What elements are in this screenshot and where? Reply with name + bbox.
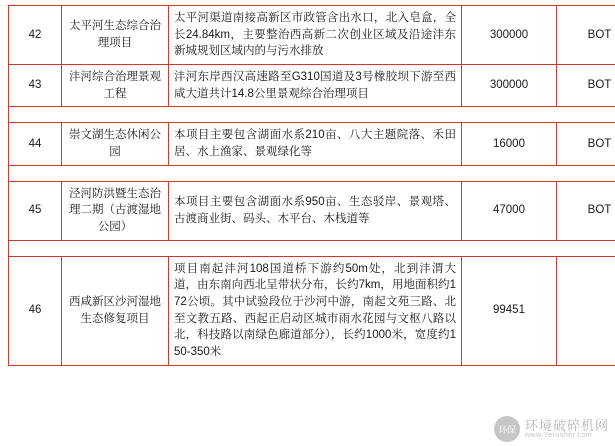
cell-no: 46 <box>9 256 62 365</box>
cell-no: 45 <box>9 181 62 240</box>
cell-project-desc <box>169 65 462 107</box>
cell-project-desc <box>169 6 462 65</box>
cell-amount: 47000 <box>462 181 557 240</box>
cell-project-name: 太平河生态综合治理项目 <box>62 6 169 65</box>
desc-text: 本项目主要包含湖面水系950亩、生态驳岸、景观塔、古渡商业街、码头、木平台、木栈道等 <box>174 194 456 227</box>
spacer-cell <box>9 240 615 256</box>
cell-mode: BOT <box>557 6 615 65</box>
desc-text: 项目南起沣河108国道桥下游约50m处，北到沣渭大道，由东南向西北呈带状分布，长约7km，用地面积约172公顷。其中试验段位于沙河中游，南起文苑三路、北至文教五路、西起正启动区城市雨水花园与文枢八路以北，科技路以南绿色廊道部分），长约1000米，宽度约150-350米 <box>174 261 456 361</box>
cell-mode: BOT <box>557 123 615 165</box>
row-spacer <box>9 107 615 123</box>
document-page <box>0 5 615 446</box>
cell-project-desc <box>169 123 462 165</box>
watermark-site-url: www.Yerusher.com <box>525 432 609 439</box>
cell-project-desc <box>169 256 462 365</box>
table-row[interactable] <box>9 123 615 165</box>
desc-text: 太平河渠道南接高新区市政管含出水口，北入皂盒，全长24.84km，主要整治西高新二次创业区域及沿途沣东新城规划区域内的与污水排放 <box>174 10 456 60</box>
spacer-cell <box>9 165 615 181</box>
desc-text: 本项目主要包含湖面水系210亩、八大主题院落、禾田居、水上渔家、景观绿化等 <box>174 127 456 160</box>
watermark <box>494 416 609 442</box>
cell-project-name: 西咸新区沙河湿地生态修复项目 <box>62 256 169 365</box>
cell-no: 42 <box>9 6 62 65</box>
cell-project-name: 沣河综合治理景观工程 <box>62 65 169 107</box>
row-spacer <box>9 165 615 181</box>
cell-project-desc <box>169 181 462 240</box>
cell-project-name: 泾河防洪暨生态治理二期（古渡湿地公园） <box>62 181 169 240</box>
cell-mode: BOT <box>557 181 615 240</box>
table-body <box>9 6 615 366</box>
cell-amount: 16000 <box>462 123 557 165</box>
spacer-cell <box>9 107 615 123</box>
table-row[interactable] <box>9 256 615 365</box>
table-row[interactable] <box>9 65 615 107</box>
cell-amount: 300000 <box>462 65 557 107</box>
cell-no: 44 <box>9 123 62 165</box>
cell-project-name: 崇文湖生态休闲公园 <box>62 123 169 165</box>
cell-mode: BOT <box>557 65 615 107</box>
cell-no: 43 <box>9 65 62 107</box>
row-spacer <box>9 240 615 256</box>
cell-mode <box>557 256 615 365</box>
table-row[interactable] <box>9 181 615 240</box>
projects-table <box>8 5 615 366</box>
watermark-logo-icon: 环保 <box>494 416 520 442</box>
desc-text: 沣河东岸西汉高速路至G310国道及3号橡胶坝下游至西咸大道共计14.8公里景观综合治理项目 <box>174 69 456 102</box>
cell-amount: 99451 <box>462 256 557 365</box>
watermark-text <box>525 419 609 440</box>
cell-amount: 300000 <box>462 6 557 65</box>
watermark-site-name: 环境破碎机网 <box>525 419 609 433</box>
table-row[interactable] <box>9 6 615 65</box>
